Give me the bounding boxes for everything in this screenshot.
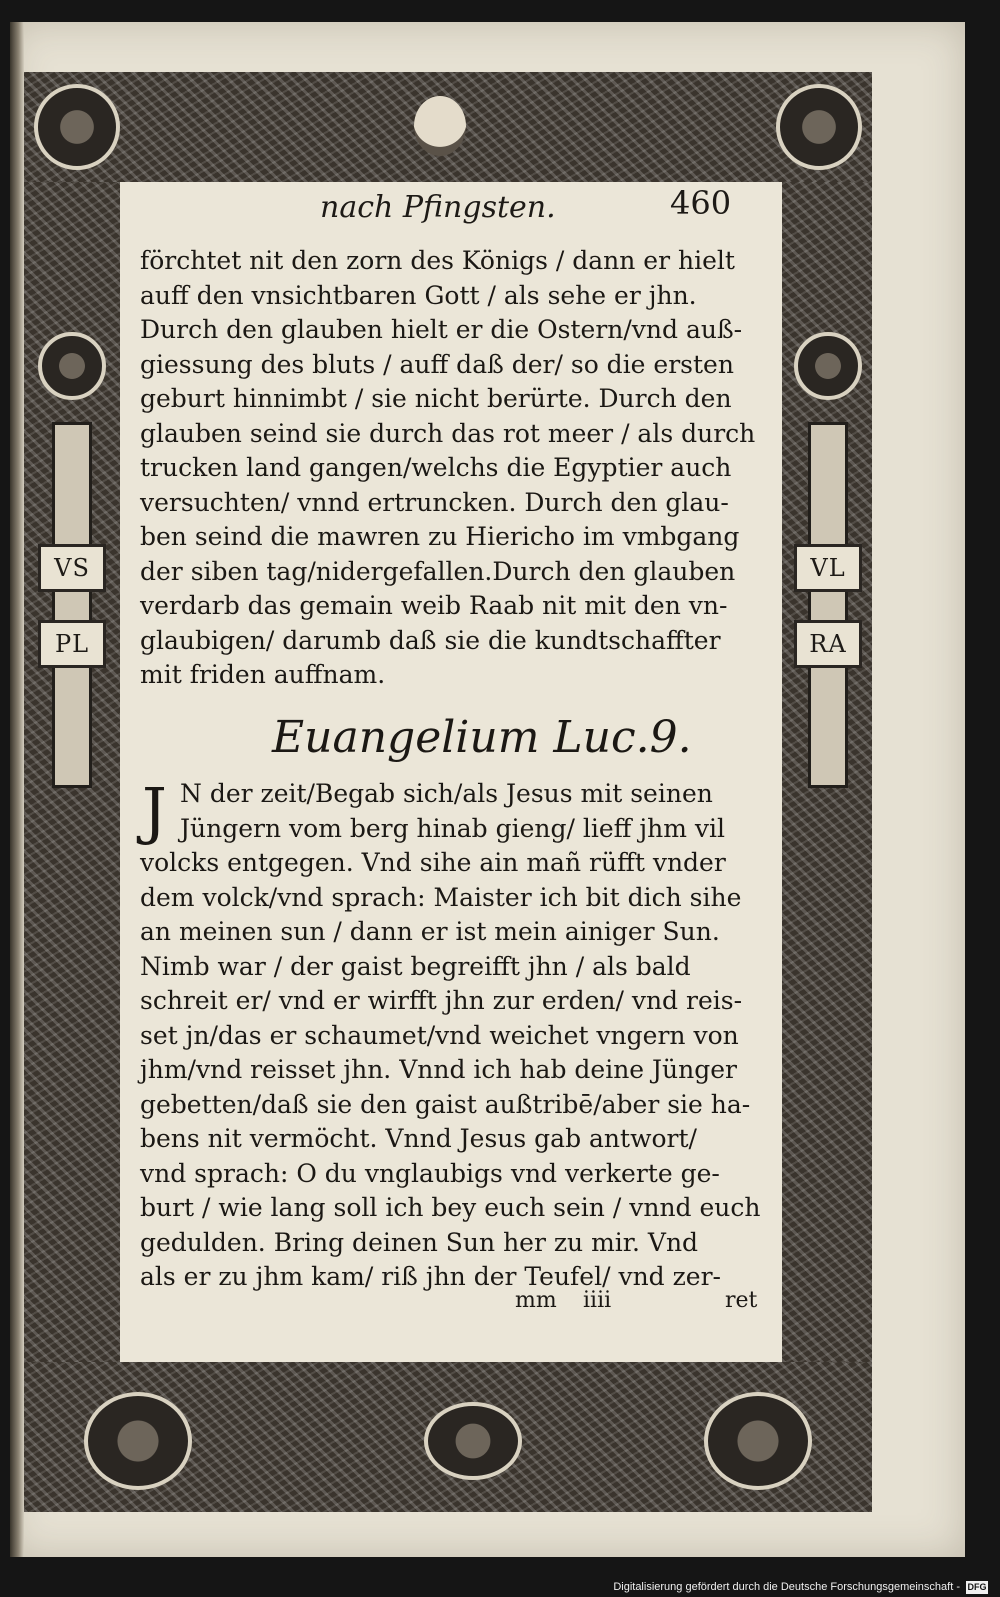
- lion-ornament: [84, 1392, 192, 1490]
- border-right-column: [782, 182, 872, 1362]
- left-plaque-upper: VS: [38, 544, 106, 592]
- book-page: [10, 22, 965, 1557]
- text-line: burt / wie lang soll ich bey euch sein / vnnd euch: [140, 1193, 761, 1222]
- right-pillar: [808, 422, 848, 788]
- text-line: set jn/das er schaumet/vnd weichet vngern von: [140, 1020, 739, 1050]
- text-line: auff den vnsichtbaren Gott / als sehe er jhn.: [140, 280, 697, 310]
- text-line: schreit er/ vnd er wirfft jhn zur erden/ vnd reis-: [140, 986, 743, 1015]
- cherub-face-ornament: [414, 96, 466, 156]
- text-line: Nimb war / der gaist begreifft jhn / als bald: [140, 951, 691, 981]
- running-head: [190, 172, 732, 232]
- left-orb-ornament: [38, 332, 106, 400]
- dfg-logo: DFG: [967, 1582, 987, 1592]
- text-line: gedulden. Bring deinen Sun her zu mir. Vnd: [140, 1227, 699, 1257]
- text-line: an meinen sun / dann er ist mein ainiger Sun.: [140, 917, 720, 946]
- scroll-ornament-left: [34, 84, 120, 170]
- running-title: nach Pfingsten.: [320, 190, 556, 225]
- text-line: vnd sprach: O du vnglaubigs vnd verkerte ge-: [140, 1158, 720, 1188]
- text-line: glaubigen/ darumb daß sie die kundtschaffter: [140, 625, 721, 655]
- text-line: als er zu jhm kam/ riß jhn der Teufel/ vnd zer-: [140, 1262, 721, 1291]
- text-line: giessung des bluts / auff daß der/ so die ersten: [140, 349, 734, 379]
- bottom-center-ornament: [424, 1402, 522, 1480]
- footer-bar: [0, 1580, 1000, 1597]
- text-line: der siben tag/nidergefallen.Durch den glauben: [140, 556, 736, 586]
- border-top-band: [24, 72, 872, 182]
- funding-credit: Digitalisierung gefördert durch die Deutsche Forschungsgemeinschaft -: [613, 1581, 960, 1593]
- scroll-ornament-right: [776, 84, 862, 170]
- text-line: bens nit vermöcht. Vnnd Jesus gab antwort/: [140, 1124, 697, 1153]
- catchword: ret: [725, 1288, 758, 1313]
- hare-ornament: [704, 1392, 812, 1490]
- text-line: versuchten/ vnnd ertruncken. Durch den glau-: [140, 487, 729, 517]
- text-line: Durch den glauben hielt er die Ostern/vnd auß-: [140, 315, 743, 344]
- gospel-heading: Euangelium Luc.9.: [272, 712, 692, 763]
- border-bottom-band: [24, 1362, 872, 1512]
- epistle-text: [140, 244, 770, 693]
- right-plaque-lower: RA: [794, 620, 862, 668]
- folio-mark: iiii: [583, 1288, 612, 1313]
- text-line: geburt hinnimbt / sie nicht berürte. Durch den: [140, 384, 732, 413]
- page-number: 460: [670, 184, 732, 222]
- right-orb-ornament: [794, 332, 862, 400]
- text-line: förchtet nit den zorn des Königs / dann er hielt: [140, 246, 735, 275]
- text-line: Jüngern vom berg hinab gieng/ lieff jhm vil: [180, 813, 725, 843]
- drop-cap: J: [142, 774, 167, 847]
- border-left-column: [24, 182, 120, 1362]
- text-line: gebetten/daß sie den gaist außtribē/aber sie ha-: [140, 1089, 751, 1119]
- text-line: dem volck/vnd sprach: Maister ich bit dich sihe: [140, 882, 742, 912]
- text-line: jhm/vnd reisset jhn. Vnnd ich hab deine Jünger: [140, 1055, 738, 1084]
- text-line: N der zeit/Begab sich/als Jesus mit seinen: [180, 779, 713, 808]
- left-plaque-lower: PL: [38, 620, 106, 668]
- text-line: ben seind die mawren zu Hiericho im vmbgang: [140, 522, 740, 551]
- text-line: glauben seind sie durch das rot meer / als durch: [140, 418, 756, 448]
- text-line: verdarb das gemain weib Raab nit mit den vn-: [140, 591, 728, 620]
- signature-mark: mm: [515, 1288, 557, 1313]
- text-line: mit friden auffnam.: [140, 660, 386, 689]
- gospel-text: [140, 774, 770, 1295]
- text-line: volcks entgegen. Vnd sihe ain mañ rüfft vnder: [140, 848, 726, 877]
- text-line: trucken land gangen/welchs die Egyptier auch: [140, 453, 732, 482]
- right-plaque-upper: VL: [794, 544, 862, 592]
- page-spine-shadow: [10, 22, 24, 1557]
- left-pillar: [52, 422, 92, 788]
